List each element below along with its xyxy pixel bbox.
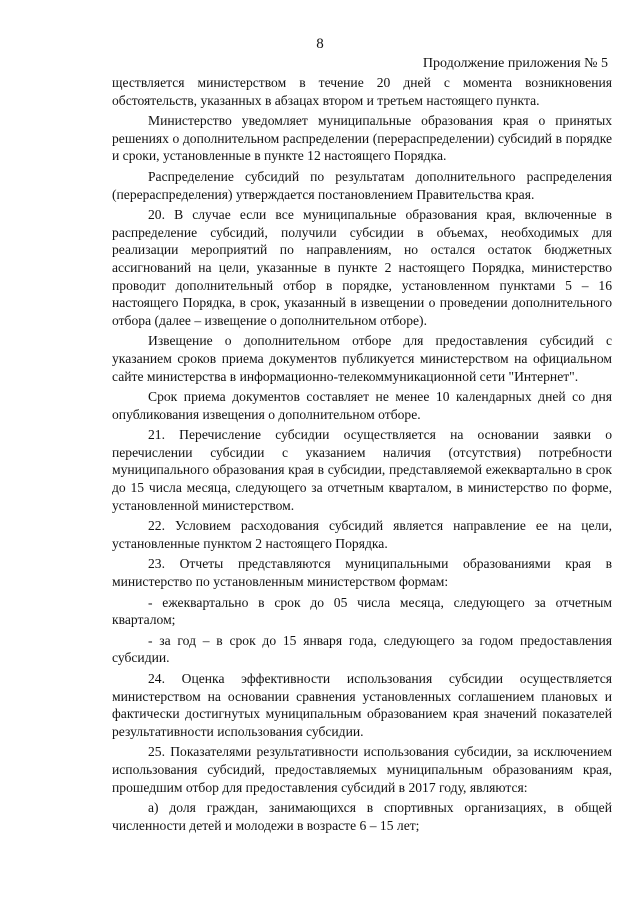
paragraph-clause-21: 21. Перечисление субсидии осуществляется на основании заявки о перечислении субсидии с указанием наличия (отсутствия) потребности муниципального образования края в субсидии, представляемой ежеквартально в срок до 15 числа месяца, следующего за отчетным кварталом, в министерство по форме, установленной министерством. — [112, 427, 612, 513]
paragraph: Министерство уведомляет муниципальные образования края о принятых решениях о дополнительном распределении (перераспределении) субсидий в порядке и сроки, установленные в пункте 12 настоящего Порядка. — [112, 113, 612, 164]
paragraph-clause-20: 20. В случае если все муниципальные образования края, включенные в распределение субсидий, получили субсидии в объемах, необходимых для реализации мероприятий по направлениям, но остался остаток бюджетных ассигнований на цели, указанные в пункте 2 настоящего Порядка, министерство проводит дополнительный отбор в порядке, установленном пунктами 5 – 16 настоящего Порядка, в срок, указанный в извещении о проведении дополнительного отбора (далее – извещение о дополнительном отборе). — [112, 207, 612, 328]
paragraph-clause-25: 25. Показателями результативности использования субсидии, за исключением использования субсидий, предоставляемых муниципальным образованиям края, прошедшим отбор для предоставления субсидий в 2017 году, являются: — [112, 744, 612, 795]
document-body — [112, 74, 612, 837]
appendix-continuation-label: Продолжение приложения № 5 — [422, 56, 608, 71]
paragraph-clause-24: 24. Оценка эффективности использования субсидии осуществляется министерством на основании сравнения установленных соглашением плановых и фактически достигнутых муниципальным образованием края значений показателей результативности использования субсидии. — [112, 671, 612, 739]
paragraph: ществляется министерством в течение 20 дней с момента возникновения обстоятельств, указанных в абзацах втором и третьем настоящего пункта. — [112, 75, 612, 108]
list-item: - ежеквартально в срок до 05 числа месяца, следующего за отчетным кварталом; — [112, 594, 612, 628]
paragraph: Распределение субсидий по результатам дополнительного распределения (перераспределения) утверждается постановлением Правительства края. — [112, 168, 612, 202]
paragraph-clause-22: 22. Условием расходования субсидий является направление ее на цели, установленные пунктом 2 настоящего Порядка. — [112, 518, 612, 551]
paragraph: Срок приема документов составляет не менее 10 календарных дней со дня опубликования извещения о дополнительном отборе. — [112, 389, 612, 422]
list-item: - за год – в срок до 15 января года, следующего за годом предоставления субсидии. — [112, 632, 612, 666]
paragraph-clause-23: 23. Отчеты представляются муниципальными образованиями края в министерство по установленным министерством формам: — [112, 556, 612, 590]
list-item: а) доля граждан, занимающихся в спортивных организациях, в общей численности детей и молодежи в возрасте 6 – 15 лет; — [112, 800, 612, 833]
page-number: 8 — [316, 36, 324, 52]
paragraph: Извещение о дополнительном отборе для предоставления субсидий с указанием сроков приема документов публикуется министерством на официальном сайте министерства в информационно-телекоммуникационной сети "Интернет". — [112, 333, 612, 384]
